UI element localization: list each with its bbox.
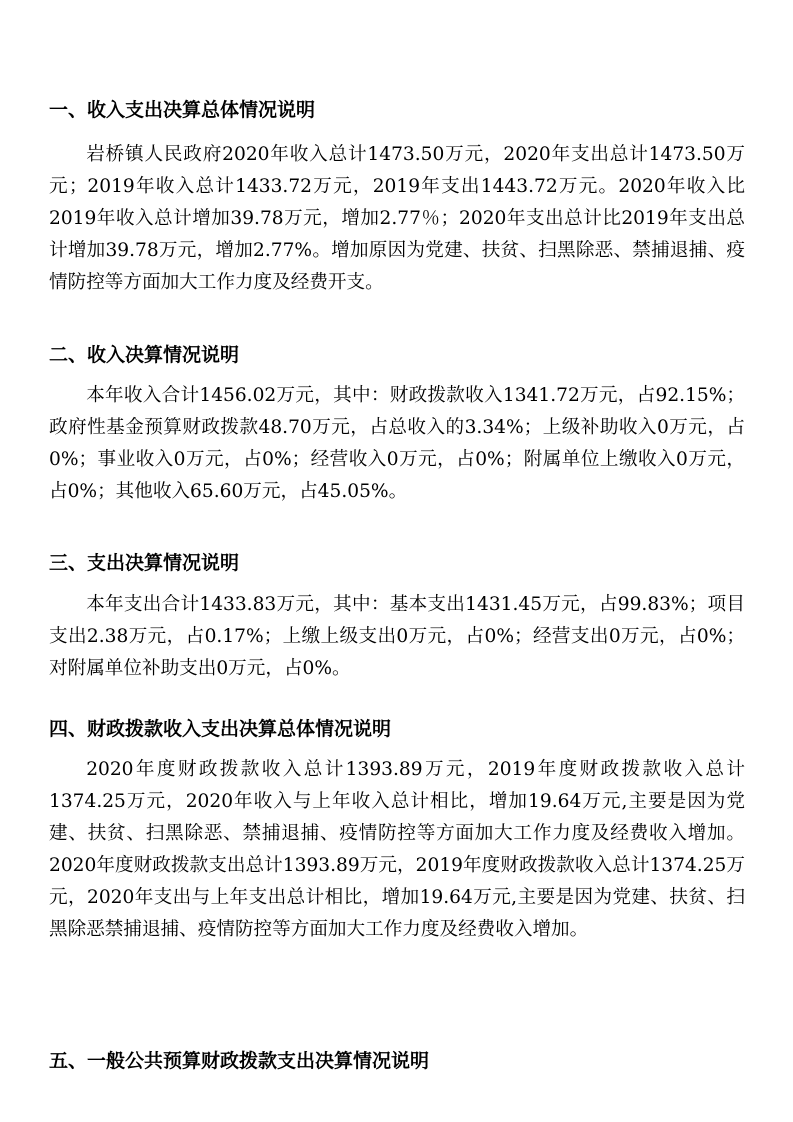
section-3-heading: 三、支出决算情况说明 bbox=[49, 552, 240, 574]
section-1-heading: 一、收入支出决算总体情况说明 bbox=[49, 99, 316, 121]
section-1-paragraph: 岩桥镇人民政府2020年收入总计1473.50万元，2020年支出总计1473.50万元；2019年收入总计1433.72万元，2019年支出1443.72万元。2020年收入比2019年收入总计增加39.78万元，增加2.77％；2020年支出总计比2019年支出总计增加39.78万元，增加2.77%。增加原因为党建、扶贫、扫黑除恶、禁捕退捕、疫情防控等方面加大工作力度及经费开支。 bbox=[49, 144, 745, 293]
section-5-heading: 五、一般公共预算财政拨款支出决算情况说明 bbox=[49, 1050, 430, 1072]
section-4-heading: 四、财政拨款收入支出决算总体情况说明 bbox=[49, 718, 392, 740]
section-4-paragraph: 2020年度财政拨款收入总计1393.89万元，2019年度财政拨款收入总计1374.25万元，2020年收入与上年收入总计相比，增加19.64万元,主要是因为党建、扶贫、扫黑除恶、禁捕退捕、疫情防控等方面加大工作力度及经费收入增加。2020年度财政拨款支出总计1393.89万元，2019年度财政拨款收入总计1374.25万元，2020年支出与上年支出总计相比，增加19.64万元,主要是因为党建、扶贫、扫黑除恶禁捕退捕、疫情防控等方面加大工作力度及经费收入增加。 bbox=[49, 759, 745, 940]
section-2-paragraph: 本年收入合计1456.02万元，其中：财政拨款收入1341.72万元，占92.15%；政府性基金预算财政拨款48.70万元，占总收入的3.34%；上级补助收入0万元，占0%；事业收入0万元，占0%；经营收入0万元，占0%；附属单位上缴收入0万元，占0%；其他收入65.60万元，占45.05%。 bbox=[49, 385, 745, 502]
section-3-paragraph: 本年支出合计1433.83万元，其中：基本支出1431.45万元，占99.83%；项目支出2.38万元，占0.17%；上缴上级支出0万元，占0%；经营支出0万元，占0%；对附属单位补助支出0万元，占0%。 bbox=[49, 594, 745, 679]
section-2-heading: 二、收入决算情况说明 bbox=[49, 344, 240, 366]
